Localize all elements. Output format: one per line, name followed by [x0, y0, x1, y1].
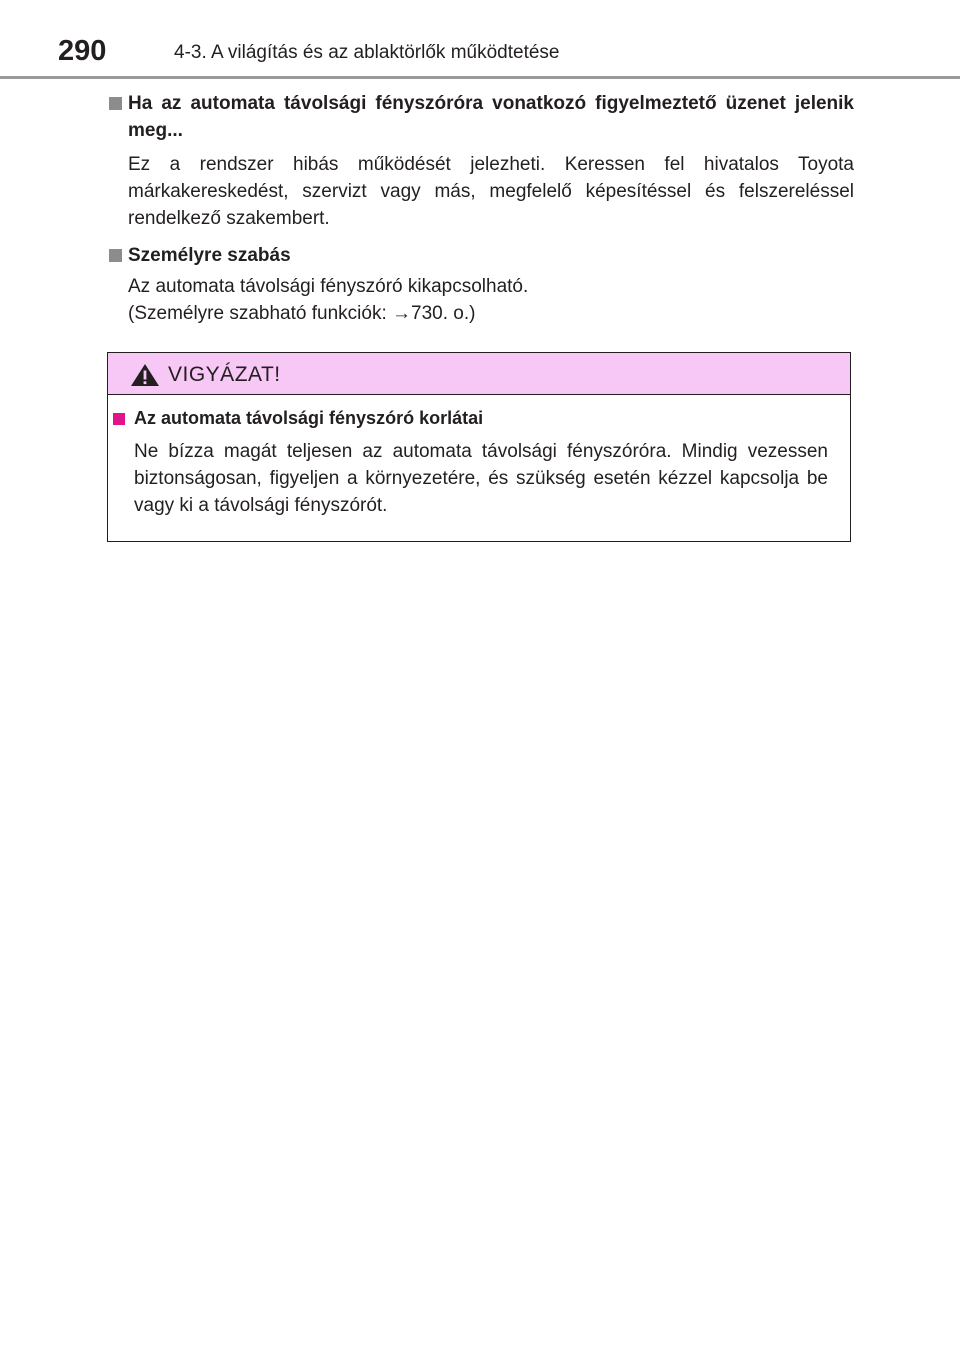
section-heading: Személyre szabás: [128, 245, 291, 266]
caution-box: [107, 352, 851, 542]
header-divider: [0, 76, 960, 79]
caution-body: [108, 395, 850, 519]
section-customization: [108, 242, 854, 327]
bullet-square-icon: [109, 249, 122, 262]
caution-label: VIGYÁZAT!: [168, 363, 281, 386]
section-body: [128, 273, 854, 327]
section-warning-message: [108, 90, 854, 232]
section-body: Ez a rendszer hibás működését jelezheti. Keressen fel hivatalos Toyota márkakereskedést, szervizt vagy más, megfelelő képesítéssel és felszereléssel rendelkező szakembert.: [128, 154, 854, 229]
caution-item-body: Ne bízza magát teljesen az automata távolsági fényszóróra. Mindig vezessen biztonságosan, figyeljen a környezetére, és szükség esetén kézzel kapcsolja be vagy ki a távolsági fényszórót.: [134, 441, 828, 516]
bullet-square-icon: [113, 413, 125, 425]
main-content: [108, 90, 854, 327]
page-header: [0, 0, 960, 80]
section-title: 4-3. A világítás és az ablaktörlők működtetése: [174, 42, 560, 63]
bullet-square-icon: [109, 97, 122, 110]
caution-header: [108, 353, 850, 395]
warning-triangle-icon: [130, 363, 160, 387]
section-heading: Ha az automata távolsági fényszóróra vonatkozó figyelmeztető üzenet jelenik meg...: [128, 93, 854, 141]
page-number: 290: [58, 35, 107, 67]
body-line: Az automata távolsági fényszóró kikapcsolható.: [128, 276, 529, 297]
caution-item-heading: Az automata távolsági fényszóró korlátai: [134, 408, 484, 428]
body-line-reference: (Személyre szabható funkciók: →730. o.): [128, 303, 476, 324]
caution-item: [130, 405, 828, 519]
